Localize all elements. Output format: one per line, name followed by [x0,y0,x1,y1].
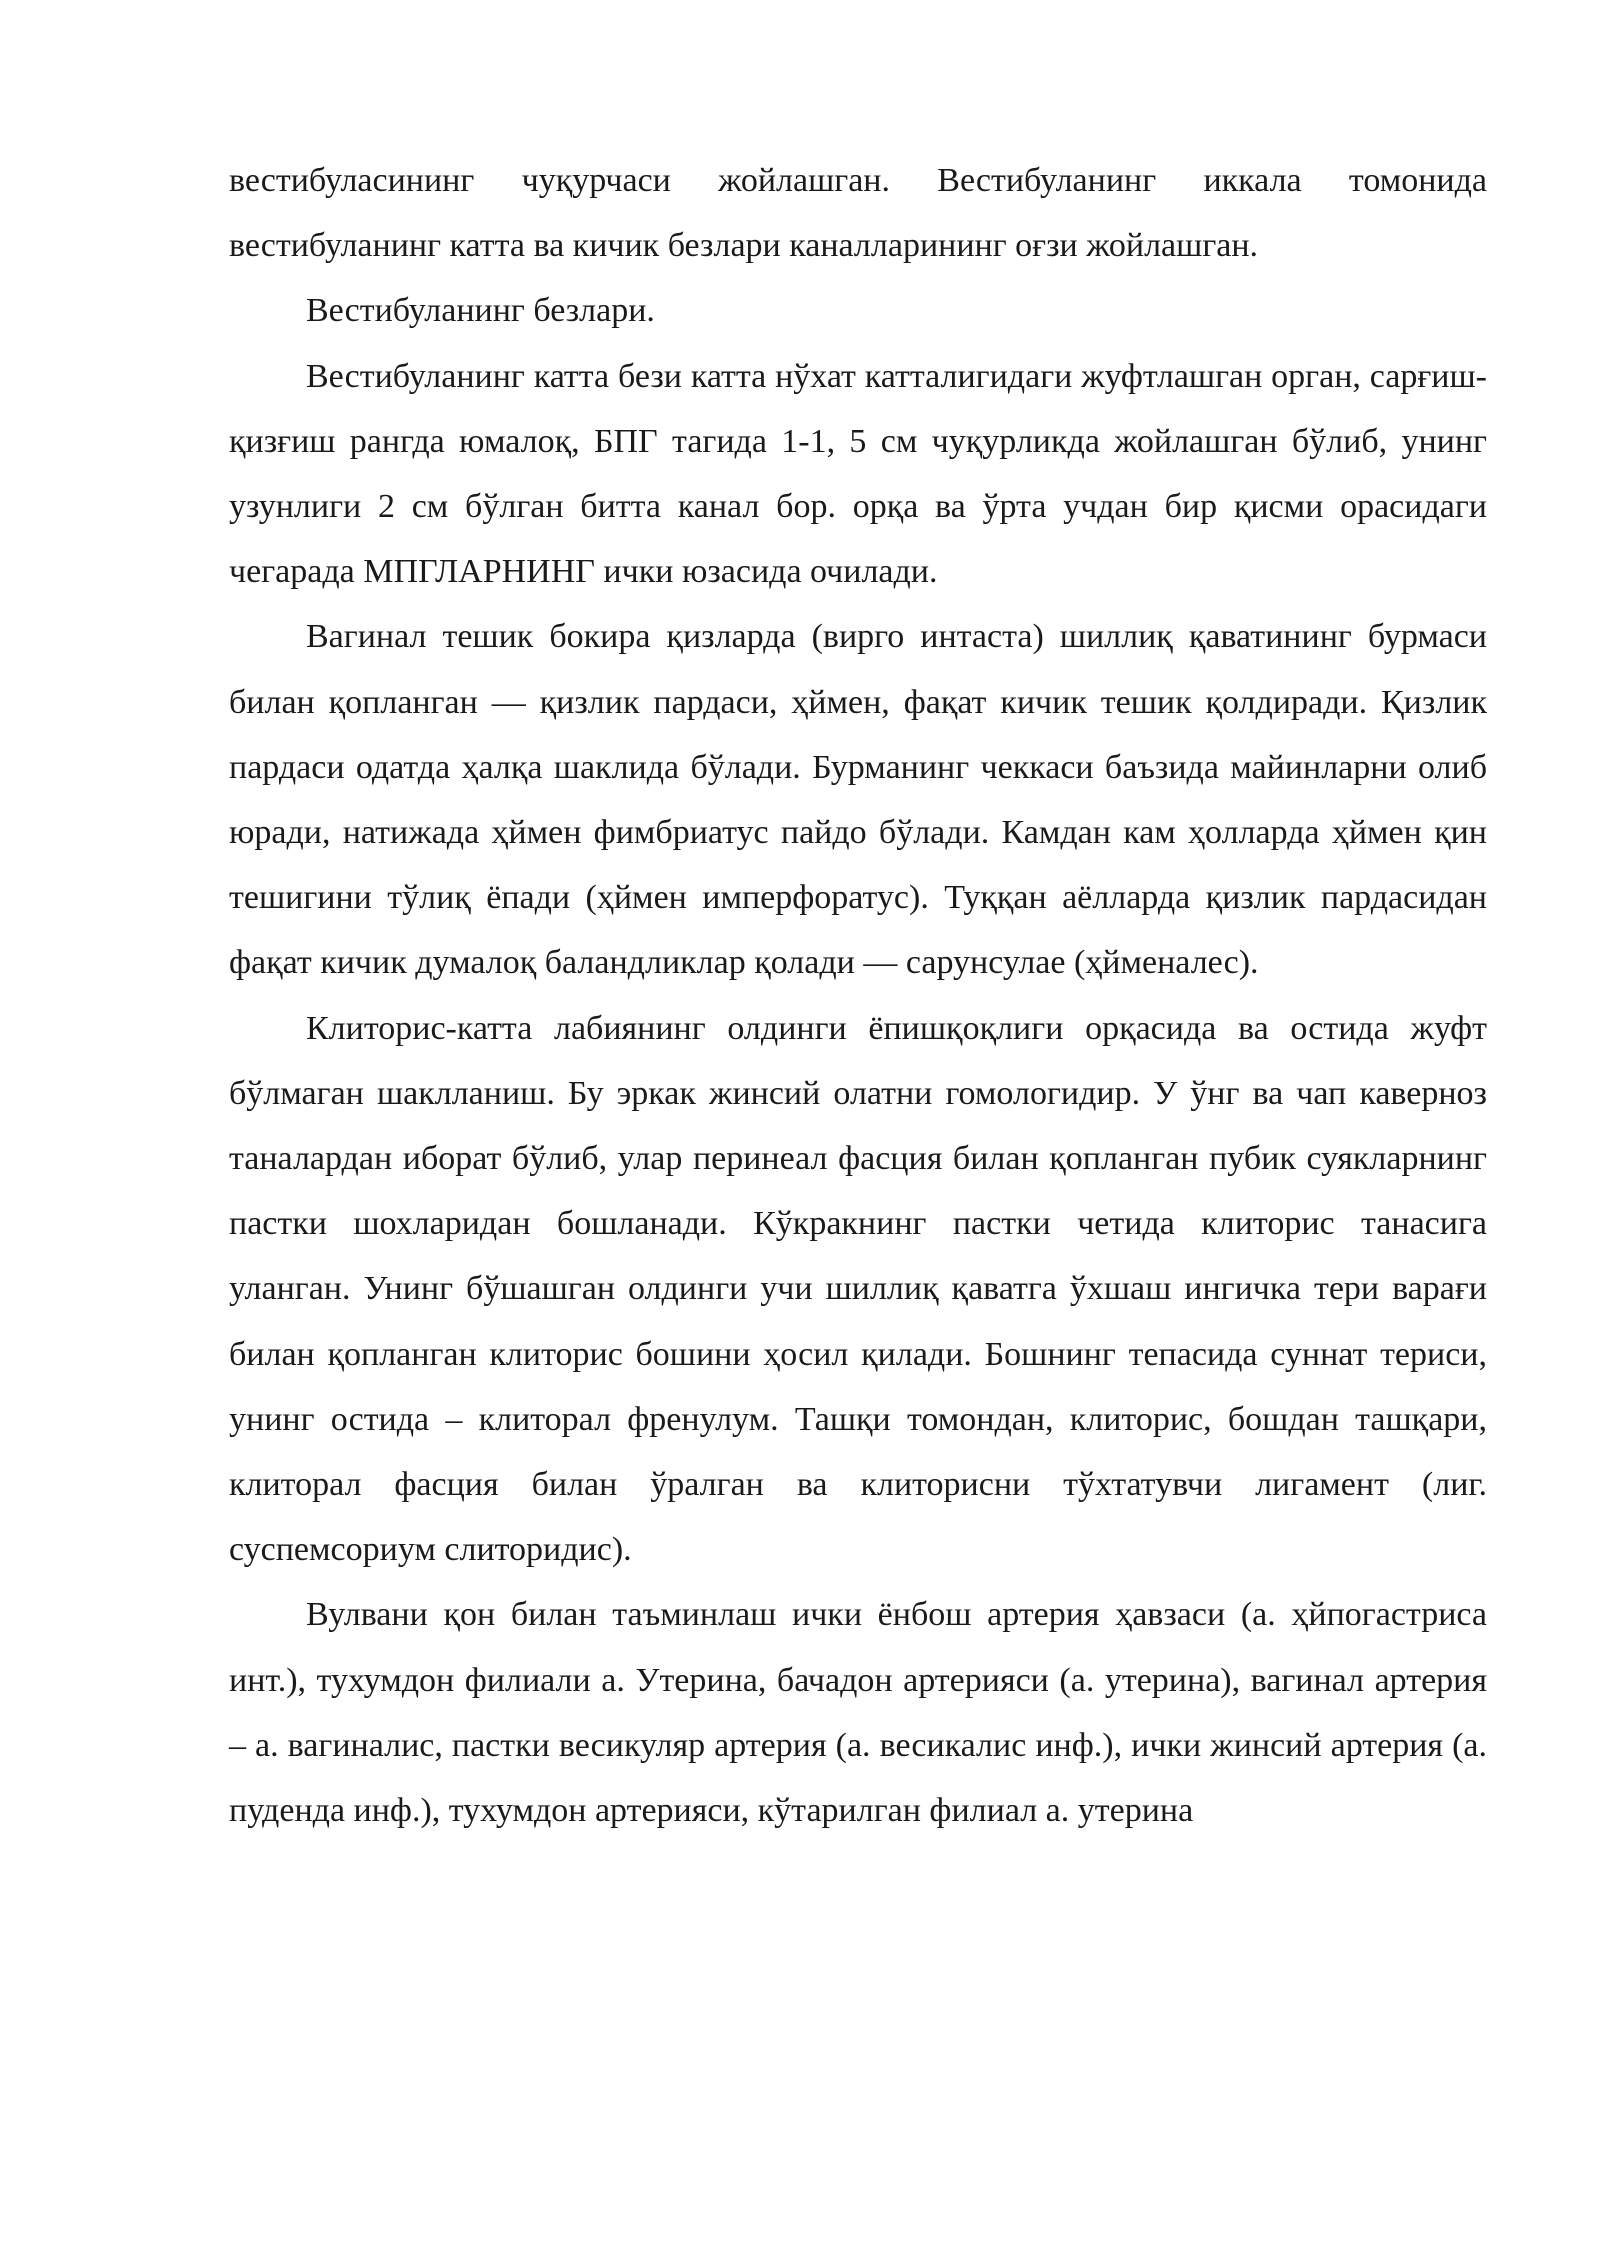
paragraph-6: Вулвани қон билан таъминлаш ички ёнбош артерия ҳавзаси (а. ҳйпогастриса инт.), тухумдон филиали а. Утерина, бачадон артерияси (а. утерина), вагинал артерия – а. вагиналис, пастки весикуляр артерия (а. весикалис инф.), ички жинсий артерия (а. пуденда инф.), тухумдон артерияси, кўтарилган филиал а. утерина [229,1596,1487,1830]
paragraph-2-heading: Вестибуланинг безлари. [306,292,655,330]
paragraph-1: вестибуласининг чуқурчаси жойлашган. Вестибуланинг иккала томонида вестибуланинг катта ва кичик безлари каналларининг оғзи жойлашган. [229,162,1487,265]
body-text [229,148,1487,1843]
paragraph-5: Клиторис-катта лабиянинг олдинги ёпишқоқлиги орқасида ва остида жуфт бўлмаган шаклланиш. Бу эркак жинсий олатни гомологидир. У ўнг ва чап каверноз таналардан иборат бўлиб, улар перинеал фасция билан қопланган пубик суякларнинг пастки шохларидан бошланади. Кўкракнинг пастки четида клиторис танасига уланган. Унинг бўшашган олдинги учи шиллиқ қаватга ўхшаш ингичка тери варағи билан қопланган клиторис бошини ҳосил қилади. Бошнинг тепасида суннат териси, унинг остида – клиторал френулум. Ташқи томондан, клиторис, бошдан ташқари, клиторал фасция билан ўралган ва клиторисни тўхтатувчи лигамент (лиг. суспемсориум слиторидис). [229,1009,1487,1569]
paragraph-3: Вестибуланинг катта бези катта нўхат катталигидаги жуфтлашган орган, сарғиш-қизғиш рангда юмалоқ, БПГ тагида 1-1, 5 см чуқурликда жойлашган бўлиб, унинг узунлиги 2 см бўлган битта канал бор. орқа ва ўрта учдан бир қисми орасидаги чегарада МПГЛАРНИНГ ички юзасида очилади. [229,357,1487,591]
paragraph-4: Вагинал тешик бокира қизларда (вирго интаста) шиллиқ қаватининг бурмаси билан қопланган — қизлик пардаси, ҳймен, фақат кичик тешик қолдиради. Қизлик пардаси одатда ҳалқа шаклида бўлади. Бурманинг чеккаси баъзида майинларни олиб юради, натижада ҳймен фимбриатус пайдо бўлади. Камдан кам ҳолларда ҳймен қин тешигини тўлиқ ёпади (ҳймен имперфоратус). Туққан аёлларда қизлик пардасидан фақат кичик думалоқ баландликлар қолади — сарунсулае (ҳйменалес). [229,618,1487,982]
